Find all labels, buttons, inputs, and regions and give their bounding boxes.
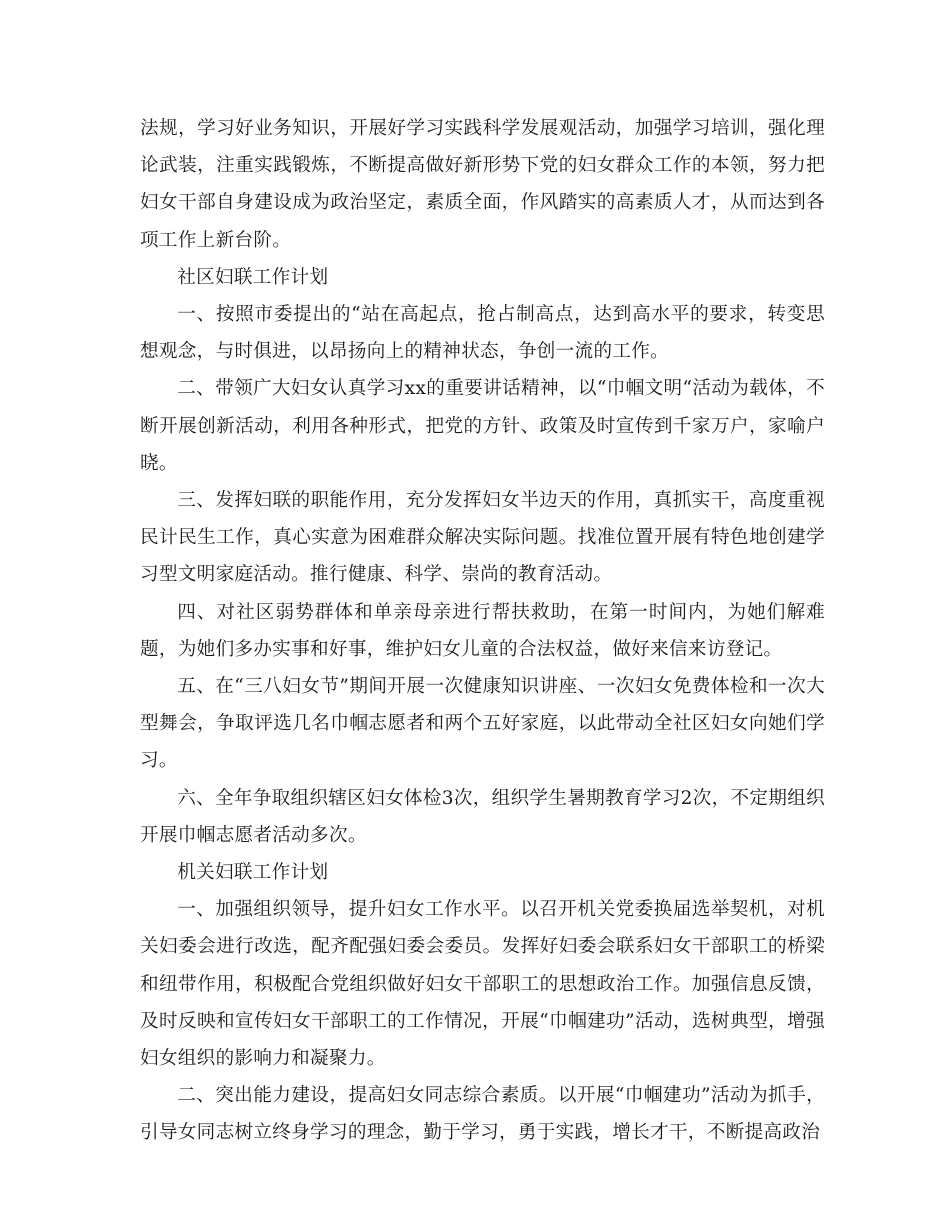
paragraph-continuation: 法规，学习好业务知识，开展好学习实践科学发展观活动，加强学习培训，强化理论武装，注重实践锻炼，不断提高做好新形势下党的妇女群众工作的本领，努力把妇女干部自身建设成为政治坚定，素质全面，作风踏实的高素质人才，从而达到各项工作上新台阶。: [140, 118, 825, 251]
section-heading-community: 社区妇联工作计划: [177, 266, 329, 288]
paragraph: 二、带领广大妇女认真学习xx的重要讲话精神，以“巾帼文明“活动为载体，不断开展创新活动，利用各种形式，把党的方针、政策及时宣传到千家万户，家喻户晓。: [140, 378, 825, 474]
section-heading-agency: 机关妇联工作计划: [177, 862, 329, 884]
paragraph: 二、突出能力建设，提高妇女同志综合素质。以开展“巾帼建功”活动为抓手，引导女同志树立终身学习的理念，勤于学习，勇于实践，增长才干，不断提高政治: [140, 1085, 825, 1144]
paragraph: 一、加强组织领导，提升妇女工作水平。以召开机关党委换届选举契机，对机关妇委会进行改选，配齐配强妇委会委员。发挥好妇委会联系妇女干部职工的桥梁和纽带作用，积极配合党组织做好妇女干部职工的思想政治工作。加强信息反馈，及时反映和宣传妇女干部职工的工作情况，开展“巾帼建功”活动，选树典型，增强妇女组织的影响力和凝聚力。: [140, 899, 825, 1070]
paragraph: 三、发挥妇联的职能作用，充分发挥妇女半边天的作用，真抓实干，高度重视民计民生工作，真心实意为困难群众解决实际问题。找准位置开展有特色地创建学习型文明家庭活动。推行健康、科学、崇尚的教育活动。: [140, 490, 825, 586]
paragraph: 一、按照市委提出的“站在高起点，抢占制高点，达到高水平的要求，转变思想观念，与时俱进，以昂扬向上的精神状态，争创一流的工作。: [140, 304, 825, 363]
document-body: [140, 110, 825, 1152]
paragraph: 四、对社区弱势群体和单亲母亲进行帮扶救助，在第一时间内，为她们解难题，为她们多办实事和好事，维护妇女儿童的合法权益，做好来信来访登记。: [140, 601, 825, 660]
paragraph: 五、在“三八妇女节”期间开展一次健康知识讲座、一次妇女免费体检和一次大型舞会，争取评选几名巾帼志愿者和两个五好家庭，以此带动全社区妇女向她们学习。: [140, 676, 825, 772]
paragraph: 六、全年争取组织辖区妇女体检3次，组织学生暑期教育学习2次，不定期组织开展巾帼志愿者活动多次。: [140, 787, 825, 846]
